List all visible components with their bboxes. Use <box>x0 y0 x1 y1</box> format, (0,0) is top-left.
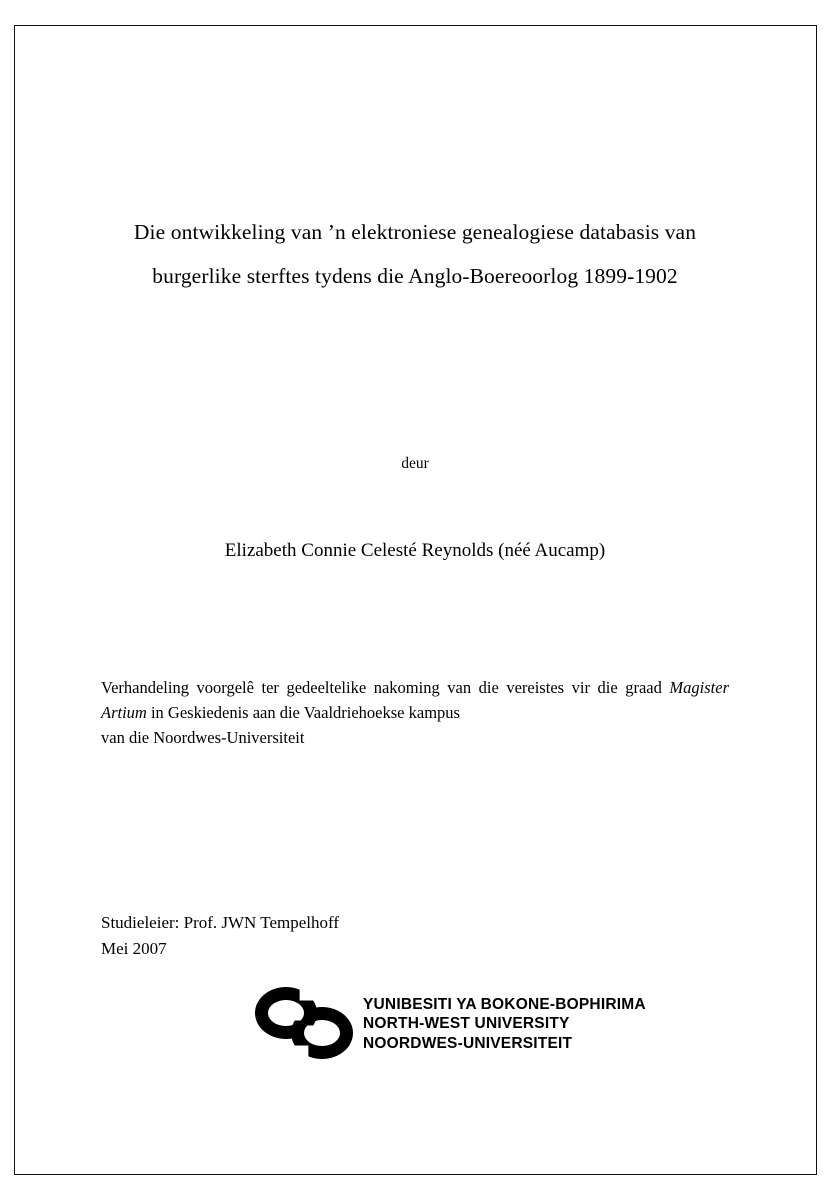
degree-statement-part2: in Geskiedenis aan die Vaaldriehoekse kampus <box>146 703 460 722</box>
logo-text-line-2: NORTH-WEST UNIVERSITY <box>363 1015 570 1033</box>
author-name: Elizabeth Connie Celesté Reynolds (néé Aucamp) <box>224 540 606 561</box>
logo-text-line-3: NOORDWES-UNIVERSITEIT <box>363 1034 573 1052</box>
supervisor-line: Studieleier: Prof. JWN Tempelhoff <box>101 913 340 932</box>
degree-statement-part1: Verhandeling voorgelê ter gedeeltelike nakoming van die vereistes vir die graad <box>101 678 670 697</box>
thesis-title <box>95 210 735 298</box>
degree-name-emphasis: Magister Artium <box>101 678 729 722</box>
logo-text-line-1: YUNIBESITI YA BOKONE-BOPHIRIMA <box>363 995 646 1013</box>
title-line-2: burgerlike sterftes tydens die Anglo-Boereoorlog 1899-1902 <box>152 264 678 288</box>
by-label: deur <box>401 455 429 472</box>
page-content <box>95 25 735 1175</box>
supervisor-and-date <box>101 910 339 961</box>
nwu-logo-icon <box>255 985 359 1063</box>
degree-statement <box>101 675 729 750</box>
date-line: Mei 2007 <box>101 938 167 958</box>
degree-statement-line3: van die Noordwes-Universiteit <box>101 728 305 747</box>
title-line-1: Die ontwikkeling van ’n elektroniese genealogiese databasis van <box>133 220 697 244</box>
logo-text-block <box>363 995 646 1054</box>
university-logo <box>255 985 655 1063</box>
